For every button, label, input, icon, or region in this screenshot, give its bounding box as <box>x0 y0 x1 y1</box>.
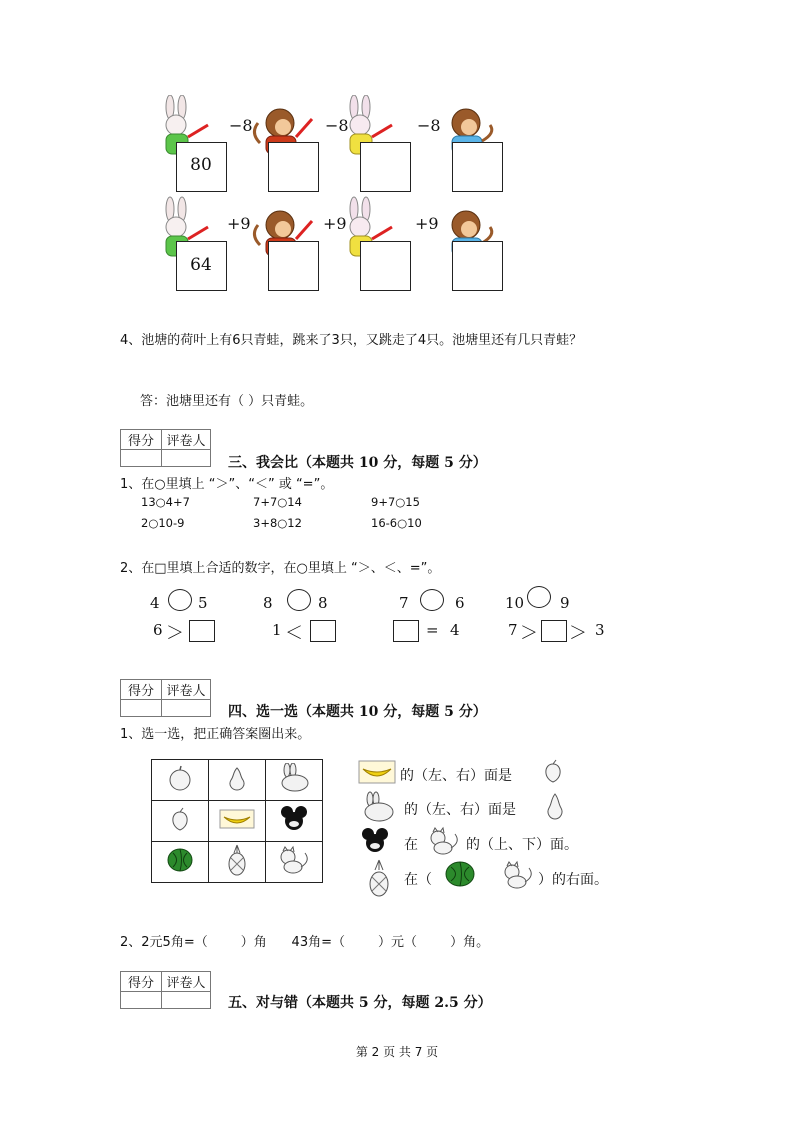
pear-icon <box>222 763 252 793</box>
section-4-title: 四、选一选（本题共 10 分，每题 5 分） <box>228 704 487 720</box>
grader-label: 评卷人 <box>162 972 211 992</box>
grader-label: 评卷人 <box>162 430 211 450</box>
mickey-icon <box>279 804 309 834</box>
squirrel-icon <box>277 845 311 875</box>
question-4-answer: 答：池塘里还有（ ）只青蛙。 <box>140 394 314 409</box>
compare-sign: ＞ <box>569 623 587 644</box>
grader-cell[interactable] <box>162 992 211 1009</box>
section-4-q2-text: 2、2元5角=（ ）角 43角=（ ）元（ ）角。 <box>120 935 490 950</box>
rabbit-icon <box>360 791 396 823</box>
compare-number: 5 <box>198 594 208 612</box>
answer-square[interactable] <box>310 620 336 642</box>
banana-icon <box>219 807 255 831</box>
compare-number: 7 <box>508 621 518 639</box>
picture-grid <box>151 759 323 883</box>
operation-label: −8 <box>229 116 253 135</box>
section-3-q1-text: 1、在○里填上 “＞”、“＜” 或 “=”。 <box>120 477 334 492</box>
compare-sign: ＞ <box>166 623 184 644</box>
score-label: 得分 <box>121 680 162 700</box>
compare-number: 6 <box>153 621 163 639</box>
start-number: 80 <box>190 155 212 175</box>
grader-label: 评卷人 <box>162 680 211 700</box>
score-table <box>120 679 211 717</box>
squirrel-icon <box>500 860 536 890</box>
compare-item[interactable]: 3+8○12 <box>253 516 302 530</box>
compare-item[interactable]: 13○4+7 <box>141 495 190 509</box>
operation-label: −8 <box>417 116 441 135</box>
pineapple-icon <box>222 843 252 877</box>
watermelon-icon <box>165 845 195 875</box>
answer-box[interactable] <box>268 142 319 192</box>
score-table <box>120 971 211 1009</box>
statement-3-text-b: 的（上、下）面。 <box>466 837 578 853</box>
compare-number: 1 <box>272 621 282 639</box>
statement-4-text-b: ）的右面。 <box>538 872 608 888</box>
apple-icon <box>165 763 195 793</box>
rabbit-icon <box>277 763 311 793</box>
compare-circle[interactable] <box>287 589 311 611</box>
section-3-title: 三、我会比（本题共 10 分，每题 5 分） <box>228 455 487 471</box>
compare-number: 4 <box>450 621 460 639</box>
compare-item[interactable]: 7+7○14 <box>253 495 302 509</box>
score-label: 得分 <box>121 972 162 992</box>
mickey-icon <box>360 826 390 856</box>
section-3-q2-text: 2、在□里填上合适的数字，在○里填上 “＞、＜、=”。 <box>120 561 441 576</box>
compare-number: 7 <box>399 594 409 612</box>
answer-square[interactable] <box>393 620 419 642</box>
statement-4-text-a: 在（ <box>404 872 432 888</box>
section-5-title: 五、对与错（本题共 5 分，每题 2.5 分） <box>228 995 492 1011</box>
operation-label: +9 <box>323 214 347 233</box>
compare-number: 6 <box>455 594 465 612</box>
peach-icon <box>538 756 568 786</box>
compare-circle[interactable] <box>168 589 192 611</box>
score-cell[interactable] <box>121 450 162 467</box>
compare-circle[interactable] <box>420 589 444 611</box>
section-4-q1-text: 1、选一选，把正确答案圈出来。 <box>120 727 311 742</box>
statement-1-text: 的（左、右）面是 <box>400 768 512 784</box>
score-label: 得分 <box>121 430 162 450</box>
compare-sign: ＜ <box>285 623 303 644</box>
statement-3-text-a: 在 <box>404 837 418 853</box>
score-table <box>120 429 211 467</box>
answer-box[interactable] <box>268 241 319 291</box>
compare-number: 9 <box>560 594 570 612</box>
start-number: 64 <box>190 255 212 275</box>
answer-square[interactable] <box>189 620 215 642</box>
compare-item[interactable]: 2○10-9 <box>141 516 185 530</box>
grader-cell[interactable] <box>162 700 211 717</box>
compare-circle[interactable] <box>527 586 551 608</box>
pear-icon <box>540 790 570 822</box>
watermelon-icon <box>443 859 477 889</box>
page-footer: 第 2 页 共 7 页 <box>355 1045 439 1059</box>
compare-number: 10 <box>505 594 525 612</box>
compare-number: 8 <box>318 594 328 612</box>
grader-cell[interactable] <box>162 450 211 467</box>
score-cell[interactable] <box>121 992 162 1009</box>
statement-2-text: 的（左、右）面是 <box>404 802 516 818</box>
question-4-text: 4、池塘的荷叶上有6只青蛙，跳来了3只，又跳走了4只。池塘里还有几只青蛙？ <box>120 333 583 348</box>
peach-icon <box>165 804 195 834</box>
compare-number: 8 <box>263 594 273 612</box>
compare-sign: ＞ <box>520 623 538 644</box>
answer-box[interactable] <box>452 142 503 192</box>
compare-number: 4 <box>150 594 160 612</box>
answer-box[interactable] <box>360 241 411 291</box>
score-cell[interactable] <box>121 700 162 717</box>
squirrel-icon <box>426 826 462 856</box>
compare-sign: = <box>426 621 439 639</box>
answer-box[interactable] <box>452 241 503 291</box>
compare-item[interactable]: 16-6○10 <box>371 516 422 530</box>
operation-label: −8 <box>325 116 349 135</box>
operation-label: +9 <box>415 214 439 233</box>
banana-icon <box>358 759 396 785</box>
answer-square[interactable] <box>541 620 567 642</box>
answer-box[interactable] <box>360 142 411 192</box>
operation-label: +9 <box>227 214 251 233</box>
pineapple-icon <box>364 858 394 898</box>
compare-item[interactable]: 9+7○15 <box>371 495 420 509</box>
compare-number: 3 <box>595 621 605 639</box>
